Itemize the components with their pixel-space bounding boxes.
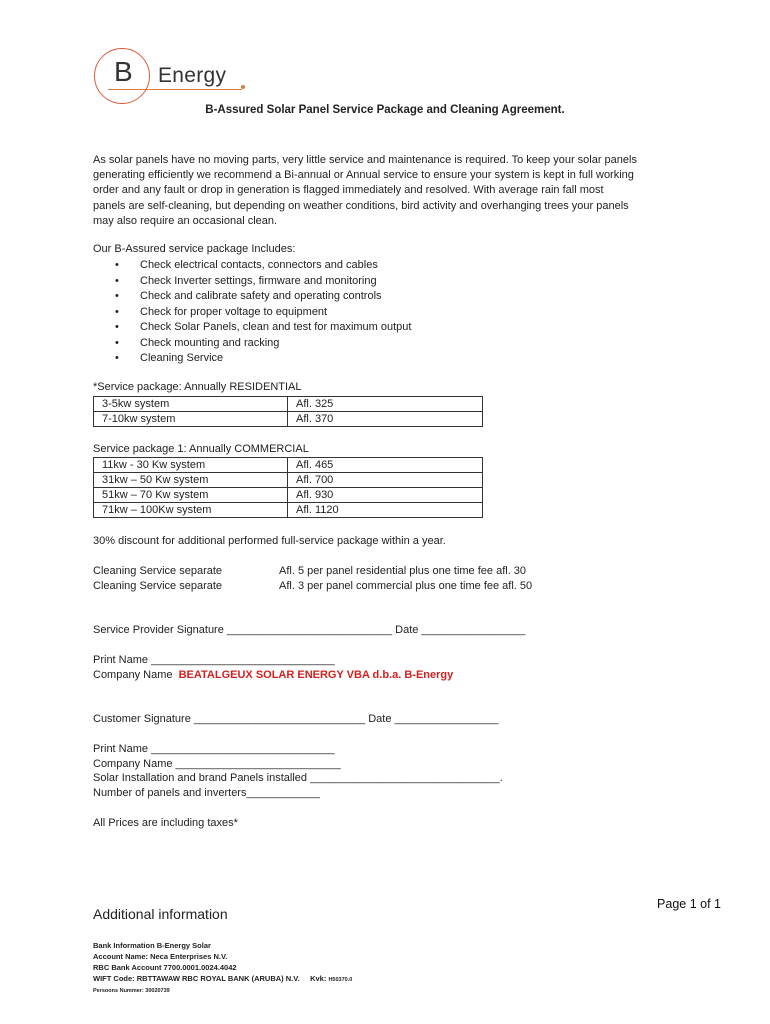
intro-paragraph — [93, 153, 683, 229]
bank-info — [93, 940, 352, 997]
logo-word: Energy — [158, 64, 227, 87]
table-row — [94, 488, 483, 503]
table-row — [94, 503, 483, 518]
table-cell: 3-5kw system — [94, 397, 288, 412]
commercial-caption: Service package 1: Annually COMMERCIAL — [93, 443, 309, 455]
intro-line: order and any fault or drop in generation is flagged immediately and resolved. With average rain fall most — [93, 184, 604, 197]
kvk-value: H50370.0 — [328, 977, 353, 983]
list-item: • Check and calibrate safety and operating controls — [93, 289, 411, 305]
customer-signature-field[interactable]: Customer Signature ____________________________ Date _________________ — [93, 713, 499, 725]
includes-list — [93, 258, 411, 367]
swift-line: WIFT Code: RBTTAWAW RBC ROYAL BANK (ARUBA) N.V. — [93, 974, 300, 983]
customer-company-field[interactable]: Company Name ___________________________ — [93, 758, 341, 770]
table-cell: 51kw – 70 Kw system — [94, 488, 288, 503]
intro-line: generating efficiently we recommend a Bi-annual or Annual service to ensure your system is kept in full working — [93, 169, 634, 182]
logo — [94, 48, 254, 108]
logo-letter: B — [114, 56, 133, 87]
list-item: • Check Inverter settings, firmware and monitoring — [93, 274, 411, 290]
table-cell: Afl. 370 — [288, 412, 483, 427]
intro-line: As solar panels have no moving parts, very little service and maintenance is required. To keep your solar panels — [93, 154, 637, 166]
kvk-label: Kvk: — [310, 974, 327, 983]
commercial-table — [93, 457, 483, 518]
bank-line: RBC Bank Account 7700.0001.0024.4042 — [93, 963, 237, 972]
list-item: • Cleaning Service — [93, 351, 411, 367]
table-row — [94, 473, 483, 488]
list-item: • Check mounting and racking — [93, 336, 411, 352]
discount-note: 30% discount for additional performed full-service package within a year. — [93, 535, 446, 547]
list-item: • Check electrical contacts, connectors and cables — [93, 258, 411, 274]
intro-line: may also require an occasional clean. — [93, 214, 278, 227]
table-row — [94, 397, 483, 412]
table-cell: Afl. 930 — [288, 488, 483, 503]
table-cell: Afl. 700 — [288, 473, 483, 488]
document-title: B-Assured Solar Panel Service Package and Cleaning Agreement. — [205, 104, 565, 116]
table-cell: Afl. 1120 — [288, 503, 483, 518]
page-number: Page 1 of 1 — [657, 897, 721, 911]
panels-inverters-field[interactable]: Number of panels and inverters____________ — [93, 787, 320, 799]
table-cell: 71kw – 100Kw system — [94, 503, 288, 518]
persoons-nummer: Persoons Nummer: 30020739 — [93, 988, 170, 994]
provider-company-line — [93, 669, 453, 681]
provider-print-name-field[interactable]: Print Name ______________________________ — [93, 654, 335, 666]
customer-print-name-field[interactable]: Print Name ______________________________ — [93, 743, 335, 755]
list-item: • Check for proper voltage to equipment — [93, 305, 411, 321]
residential-caption: *Service package: Annually RESIDENTIAL — [93, 381, 302, 393]
intro-line: panels are self-cleaning, but depending on weather conditions, bird activity and overhanging trees your panels — [93, 199, 629, 212]
table-cell: 7-10kw system — [94, 412, 288, 427]
provider-signature-field[interactable]: Service Provider Signature ___________________________ Date _________________ — [93, 624, 526, 636]
additional-info-heading: Additional information — [93, 906, 228, 922]
bank-line: Account Name: Neca Enterprises N.V. — [93, 952, 228, 961]
company-name-label: Company Name — [93, 669, 173, 681]
logo-dot — [241, 85, 245, 89]
solar-installation-field[interactable]: Solar Installation and brand Panels installed _______________________________. — [93, 772, 503, 784]
cleaning-label: Cleaning Service separate — [93, 580, 223, 592]
logo-underline — [108, 89, 242, 90]
table-row — [94, 458, 483, 473]
prices-note: All Prices are including taxes* — [93, 817, 238, 829]
cleaning-label: Cleaning Service separate — [93, 565, 223, 577]
company-name-value: BEATALGEUX SOLAR ENERGY VBA d.b.a. B-Energy — [178, 669, 454, 681]
table-cell: Afl. 325 — [288, 397, 483, 412]
table-cell: Afl. 465 — [288, 458, 483, 473]
table-cell: 11kw - 30 Kw system — [94, 458, 288, 473]
cleaning-price: Afl. 5 per panel residential plus one time fee afl. 30 — [279, 565, 527, 577]
residential-table — [93, 396, 483, 427]
includes-heading: Our B-Assured service package Includes: — [93, 243, 296, 255]
table-cell: 31kw – 50 Kw system — [94, 473, 288, 488]
cleaning-price: Afl. 3 per panel commercial plus one time fee afl. 50 — [279, 580, 533, 592]
bank-line: Bank Information B-Energy Solar — [93, 941, 211, 950]
list-item: • Check Solar Panels, clean and test for maximum output — [93, 320, 411, 336]
bank-line — [93, 973, 352, 986]
table-row — [94, 412, 483, 427]
